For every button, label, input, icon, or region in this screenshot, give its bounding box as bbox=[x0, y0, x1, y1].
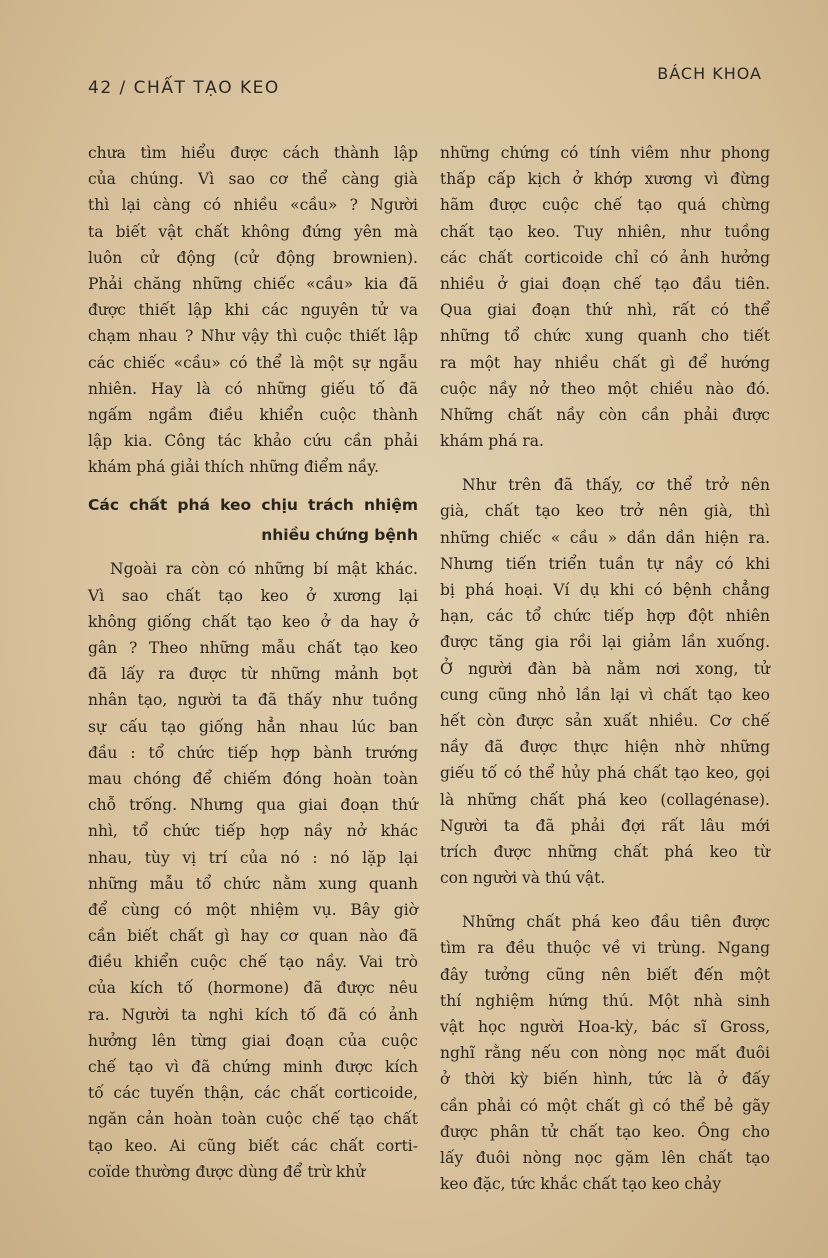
text-line: gân ? Theo những mẫu chất tạo keo bbox=[88, 639, 418, 657]
text-line: hết còn được sản xuất nhiều. Cơ chế bbox=[440, 711, 770, 730]
text-line: coïde thường được dùng để trừ khử bbox=[88, 1162, 366, 1181]
right-column bbox=[440, 140, 770, 1197]
text-line: được thiết lập khi các nguyên tử va bbox=[88, 301, 418, 320]
text-line: đầu : tổ chức tiếp hợp bành trướng bbox=[88, 743, 418, 762]
text-line: lấy đuôi nòng nọc gặm lên chất tạo bbox=[440, 1148, 770, 1167]
text-line: thấp cấp kịch ở khớp xương vì đừng bbox=[440, 170, 770, 189]
text-line: của kích tố (hormone) đã được nêu bbox=[88, 979, 418, 998]
text-line: hãm được cuộc chế tạo quá chừng bbox=[440, 196, 770, 215]
text-line: mau chóng để chiếm đóng hoàn toàn bbox=[88, 769, 418, 788]
left-paragraph-2 bbox=[88, 556, 418, 1185]
text-line: tìm ra đều thuộc về vi trùng. Ngang bbox=[440, 939, 770, 958]
text-line: tạo keo. Ai cũng biết các chất corti- bbox=[88, 1136, 418, 1155]
text-line: cung cũng nhỏ lần lại vì chất tạo keo bbox=[440, 685, 770, 704]
text-line: nhau, tùy vị trí của nó : nó lặp lại bbox=[88, 848, 418, 867]
text-line: cuộc nầy nở theo một chiều nào đó. bbox=[440, 379, 770, 398]
text-line: ta biết vật chất không đứng yên mà bbox=[88, 222, 418, 241]
text-line: bị phá hoại. Ví dụ khi có bệnh chẳng bbox=[440, 581, 770, 599]
text-line: hạn, các tổ chức tiếp hợp đột nhiên bbox=[440, 607, 770, 626]
text-line: ở thời kỳ biến hình, tức là ở đấy bbox=[440, 1070, 770, 1089]
text-line: Những chất phá keo đầu tiên được bbox=[462, 913, 770, 932]
text-line: điều khiển cuộc chế tạo nầy. Vai trò bbox=[88, 953, 418, 972]
text-line: Ngoài ra còn có những bí mật khác. bbox=[110, 560, 418, 579]
text-line: chất tạo keo. Tuy nhiên, như tuồng bbox=[440, 222, 770, 241]
right-paragraph-1 bbox=[440, 140, 770, 454]
text-line: hưởng lên từng giai đoạn của cuộc bbox=[88, 1031, 418, 1050]
right-paragraph-2 bbox=[440, 472, 770, 891]
text-line: khám phá ra. bbox=[440, 432, 544, 451]
text-line: ra. Người ta nghi kích tố đã có ảnh bbox=[88, 1005, 418, 1024]
text-line: để cùng có một nhiệm vụ. Bây giờ bbox=[88, 900, 418, 919]
text-line: không giống chất tạo keo ở da hay ở bbox=[88, 612, 418, 631]
text-line: Ở người đàn bà nằm nơi xong, tử bbox=[440, 659, 770, 678]
text-line: cần phải có một chất gì có thể bẻ gãy bbox=[440, 1096, 770, 1115]
text-line: đây tưởng cũng nên biết đến một bbox=[440, 965, 770, 984]
text-line: khám phá giải thích những điểm nầy. bbox=[88, 458, 380, 477]
text-line: nhiều ở giai đoạn chế tạo đầu tiên. bbox=[440, 274, 770, 293]
text-line: nhân tạo, người ta đã thấy như tuồng bbox=[88, 691, 418, 710]
text-line: Như trên đã thấy, cơ thể trở nên bbox=[462, 476, 770, 495]
text-line: nghĩ rằng nếu con nòng nọc mất đuôi bbox=[440, 1044, 770, 1063]
left-column bbox=[88, 140, 418, 1185]
text-line: đã lấy ra được từ những mảnh bọt bbox=[88, 665, 418, 684]
text-line: các chiếc «cầu» có thể là một sự ngẫu bbox=[88, 353, 418, 372]
left-paragraph-1 bbox=[88, 140, 418, 480]
text-line: nhiều chứng bệnh bbox=[261, 526, 418, 545]
text-line: được tăng gia rồi lại giảm lần xuống. bbox=[440, 633, 770, 652]
text-line: chế tạo vì đã chứng minh được kích bbox=[88, 1058, 418, 1076]
text-line: được phân tử chất tạo keo. Ông cho bbox=[440, 1122, 770, 1141]
text-line: nầy đã được thực hiện nhờ những bbox=[440, 738, 770, 757]
text-line: những tổ chức xung quanh cho tiết bbox=[440, 327, 770, 346]
text-line: Các chất phá keo chịu trách nhiệm bbox=[88, 496, 418, 515]
text-line: Qua giai đoạn thứ nhì, rất có thể bbox=[440, 301, 770, 320]
section-heading bbox=[88, 490, 418, 550]
text-line: giếu tố có thể hủy phá chất tạo keo, gọi bbox=[440, 764, 770, 783]
text-line: ngấm ngầm điều khiển cuộc thành bbox=[88, 405, 418, 424]
text-line: cần biết chất gì hay cơ quan nào đã bbox=[88, 927, 418, 946]
text-line: thì lại càng có nhiều «cầu» ? Người bbox=[88, 196, 418, 215]
text-line: keo đặc, tức khắc chất tạo keo chảy bbox=[440, 1175, 722, 1194]
text-line: là những chất phá keo (collagénase). bbox=[440, 790, 770, 809]
text-line: sự cấu tạo giống hẳn nhau lúc ban bbox=[88, 717, 418, 736]
text-line: tố các tuyến thận, các chất corticoide, bbox=[88, 1084, 418, 1103]
text-line: vật học người Hoa-kỳ, bác sĩ Gross, bbox=[440, 1018, 770, 1036]
text-line: Phải chăng những chiếc «cầu» kia đã bbox=[88, 274, 418, 293]
text-line: Vì sao chất tạo keo ở xương lại bbox=[88, 586, 418, 605]
right-paragraph-3 bbox=[440, 909, 770, 1197]
text-line: trích được những chất phá keo từ bbox=[440, 842, 770, 861]
text-line: Người ta đã phải đợi rất lâu mới bbox=[440, 816, 770, 835]
text-line: nhiên. Hay là có những giếu tố đã bbox=[88, 379, 418, 398]
text-line: lập kia. Công tác khảo cứu cần phải bbox=[88, 432, 418, 451]
text-line: ngăn cản hoàn toàn cuộc chế tạo chất bbox=[88, 1110, 418, 1129]
running-header-right: BÁCH KHOA bbox=[657, 64, 762, 83]
text-line: chạm nhau ? Như vậy thì cuộc thiết lập bbox=[88, 327, 418, 346]
text-line: những chứng có tính viêm như phong bbox=[440, 144, 770, 162]
text-line: các chất corticoide chỉ có ảnh hưởng bbox=[440, 248, 770, 267]
text-line: Nhưng tiến triển tuần tự nầy có khi bbox=[440, 554, 770, 573]
text-line: chỗ trống. Nhưng qua giai đoạn thứ bbox=[88, 796, 418, 815]
text-line: nhì, tổ chức tiếp hợp nầy nở khác bbox=[88, 822, 418, 841]
text-line: ra một hay nhiều chất gì để hướng bbox=[440, 353, 770, 372]
text-line: thí nghiệm hứng thú. Một nhà sinh bbox=[440, 991, 770, 1010]
text-line: Những chất nầy còn cần phải được bbox=[440, 405, 770, 424]
text-line: luôn cử động (cử động brownien). bbox=[88, 248, 418, 267]
running-header-left: 42 / CHẤT TẠO KEO bbox=[88, 78, 280, 98]
text-line: chưa tìm hiểu được cách thành lập bbox=[88, 144, 418, 162]
text-line: của chúng. Vì sao cơ thể càng già bbox=[88, 170, 418, 189]
text-line: những chiếc « cầu » dần dần hiện ra. bbox=[440, 528, 770, 547]
text-line: những mẫu tổ chức nằm xung quanh bbox=[88, 874, 418, 893]
text-line: già, chất tạo keo trở nên già, thì bbox=[440, 502, 770, 521]
text-line: con người và thú vật. bbox=[440, 869, 606, 888]
